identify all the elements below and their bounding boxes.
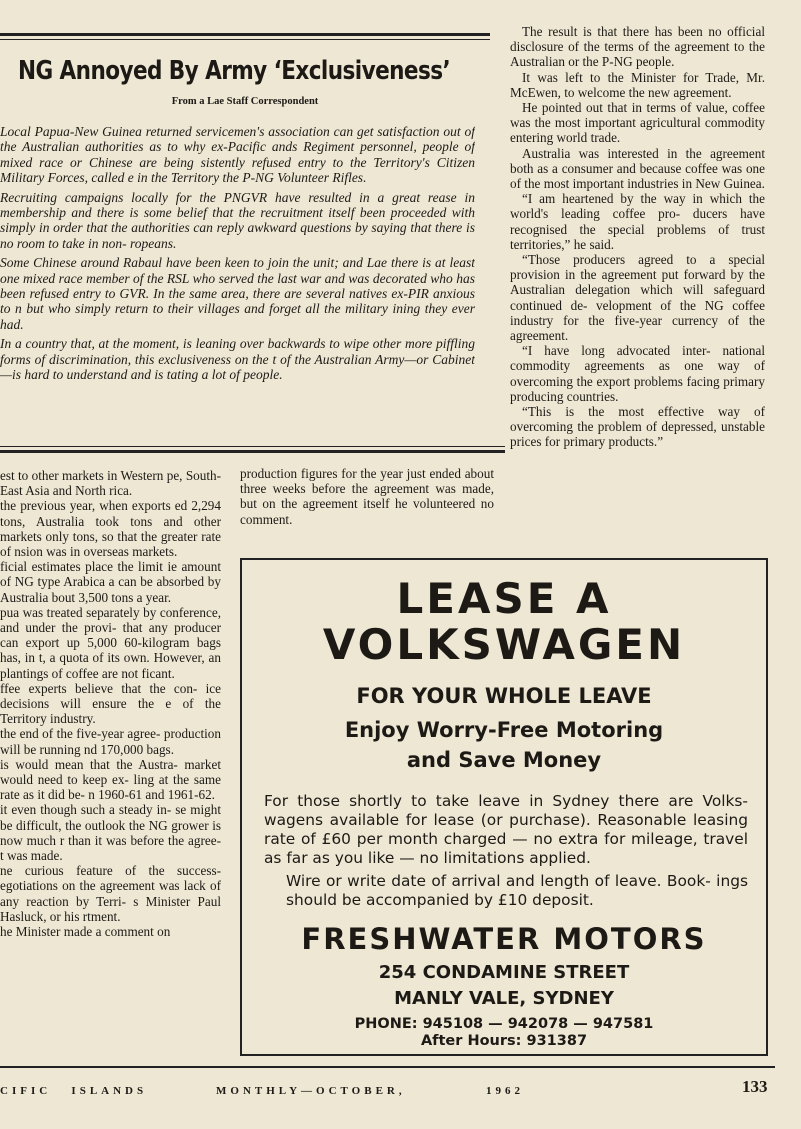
left-paragraph: is would mean that the Austra- market would need to keep ex- ling at the same rate as it did be- n 1960-61 and 1961-62. [0, 756, 221, 803]
ad-subhead-worry-free: Enjoy Worry-Free Motoring [344, 718, 664, 742]
right-paragraph: He pointed out that in terms of value, coffee was the most important agricultural commodity entering world trade. [510, 100, 765, 146]
intro-rule-thick [0, 450, 505, 453]
article-byline: From a Lae Staff Correspondent [171, 96, 319, 107]
top-rule-thick [0, 33, 490, 36]
left-paragraph: pua was treated separately by conference, and under the provi- that any producer can export up 5,000 60-kilogram bags has, in t, a quota of its own. However, an plantings of coffee are not ficant. [0, 604, 221, 681]
intro-paragraph: In a country that, at the moment, is leaning over backwards to wipe other more piffling forms of discrimination, this exclusiveness on the t of the Australian Army—or Cabinet—is hard to understand and is tating a lot of people. [0, 336, 475, 383]
footer-year: 1962 [486, 1085, 524, 1097]
middle-paragraph: production figures for the year just ended about three weeks before the agreement was made, but on the agreement itself he volunteered no comment. [240, 466, 494, 527]
ad-company-name: FRESHWATER MOTORS [301, 922, 707, 956]
middle-column [240, 466, 494, 527]
ad-phone: PHONE: 945108 — 942078 — 947581 [354, 1016, 654, 1032]
ad-suburb: MANLY VALE, SYDNEY [394, 988, 614, 1009]
intro-rule-thin [0, 446, 505, 447]
ad-subhead-leave: FOR YOUR WHOLE LEAVE [356, 684, 652, 708]
left-paragraph: ne curious feature of the success- egotiations on the agreement was lack of any reaction by Terri- s Minister Paul Hasluck, or his rtment. [0, 863, 221, 924]
left-paragraph: the end of the five-year agree- production will be running nd 170,000 bags. [0, 726, 221, 757]
ad-headline-volkswagen: VOLKSWAGEN [322, 620, 686, 669]
right-paragraph: It was left to the Minister for Trade, Mr. McEwen, to welcome the new agreement. [510, 69, 765, 100]
left-paragraph: ficial estimates place the limit ie amount of NG type Arabica a can be absorbed by Australia bout 3,500 tons a year. [0, 559, 221, 605]
right-paragraph: “Those producers agreed to a special provision in the agreement put forward by the Australian delegation which will safeguard continued de- velopment of the NG coffee industry for the five-year currency of the agreement. [510, 252, 765, 344]
article-intro [0, 124, 475, 387]
page-number: 133 [742, 1077, 768, 1096]
right-paragraph: The result is that there has been no official disclosure of the terms of the agreement to the Australian or the P-NG people. [510, 24, 765, 70]
intro-paragraph: Recruiting campaigns locally for the PNGVR have resulted in a great rease in membership and there is some belief that the recruitment itself been proceeded with simply in order that the authorities can reply awkward questions by saying that there is no room to take in non- ropeans. [0, 189, 475, 251]
ad-headline-lease: LEASE A [396, 574, 612, 623]
right-paragraph: “I have long advocated inter- national commodity agreements as one way of overcoming the export problems facing primary producing countries. [510, 343, 765, 404]
left-paragraph: est to other markets in Western pe, South-East Asia and North rica. [0, 468, 221, 499]
ad-body-offer: For those shortly to take leave in Sydney there are Volks- wagens available for lease (or purchase). Reasonable leasing rate of £60 per month charged — no extra for mileage, travel as far as you like — no limitations applied. [264, 792, 748, 867]
intro-paragraph: Local Papua-New Guinea returned servicemen's association can get satisfaction out of the Australian authorities as to why ex-Pacific ands Regiment personnel, people of mixed race or Chinese are being sistently refused entry to the Territory's Citizen Military Forces, called e in the Territory the P-NG Volunteer Rifles. [0, 124, 475, 186]
ad-after-hours: After Hours: 931387 [420, 1033, 588, 1049]
ad-body-booking: Wire or write date of arrival and length of leave. Book- ings should be accompanied by £10 deposit. [286, 872, 748, 909]
footer-publication: CIFIC ISLANDS [0, 1085, 148, 1097]
left-column [0, 468, 221, 1068]
left-paragraph: the previous year, when exports ed 2,294 tons, Australia took tons and other markets only tons, so that the greater rate of nsion was in overseas markets. [0, 498, 221, 560]
footer-rule [0, 1066, 775, 1068]
article-headline: NG Annoyed By Army ‘Exclusiveness’ [18, 56, 451, 86]
right-paragraph: “This is the most effective way of overcoming the problem of depressed, unstable prices for primary products.” [510, 404, 765, 450]
top-rule-thin [0, 39, 490, 40]
left-paragraph: ffee experts believe that the con- ice decisions will ensure the e of the Territory industry. [0, 680, 221, 727]
page-footer [0, 1077, 801, 1099]
footer-issue: MONTHLY—OCTOBER, [216, 1085, 406, 1097]
intro-paragraph: Some Chinese around Rabaul have been keen to join the unit; and Lae there is at least one mixed race member of the RSL who served the last war and was decorated who has been refused entry to GVR. In the same area, there are several natives ex-PIR anxious to n but who simply return to their villages and forget all the military ining they ever had. [0, 255, 475, 332]
ad-street: 254 CONDAMINE STREET [378, 962, 630, 983]
left-paragraph: it even though such a steady in- se might be difficult, the outlook the NG grower is now much r than it was before the agree- t was made. [0, 802, 221, 864]
right-paragraph: “I am heartened by the way in which the world's leading coffee pro- ducers have recognised the special problems of trust territories,” he said. [510, 191, 765, 252]
right-paragraph: Australia was interested in the agreement both as a consumer and because coffee was one of the most important industries in New Guinea. [510, 145, 765, 192]
volkswagen-ad [240, 558, 768, 1056]
ad-subhead-save-money: and Save Money [406, 748, 602, 772]
left-paragraph: he Minister made a comment on [0, 924, 171, 940]
right-column [510, 24, 765, 549]
